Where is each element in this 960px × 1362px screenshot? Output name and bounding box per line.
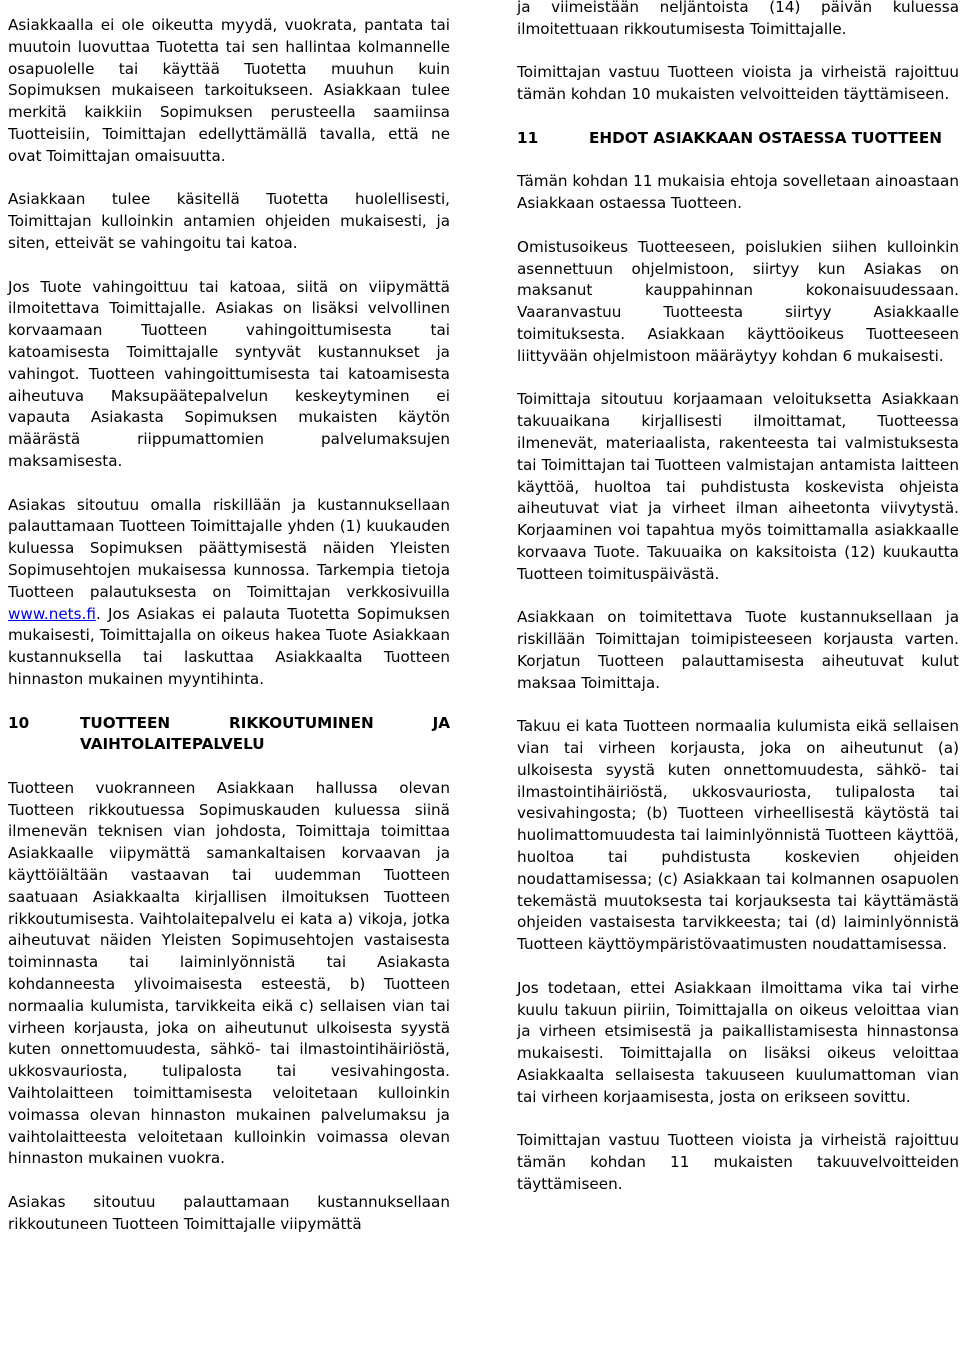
paragraph: Asiakkaan tulee käsitellä Tuotetta huolellisesti, Toimittajan kulloinkin antamien ohjeiden mukaisesti, ja siten, etteivät se vahingoitu tai katoa.: [8, 190, 450, 252]
section-number: 10: [8, 713, 30, 732]
paragraph: Asiakas sitoutuu palauttamaan kustannuksellaan rikkoutuneen Tuotteen Toimittajalle viipymättä: [8, 1193, 450, 1233]
paragraph: Tämän kohdan 11 mukaisia ehtoja sovelletaan ainoastaan Asiakkaan ostaessa Tuotteen.: [517, 172, 959, 213]
paragraph: Toimittaja sitoutuu korjaamaan veloituksetta Asiakkaan takuuaikana kirjallisesti ilmoittamat, Tuotteessa ilmenevät, materiaalista, rakenteesta tai valmistuksesta tai Toimittajan tai Tuotteen valmistajan antamista laitteen käyttöä, huoltoa tai puhdistusta koskevista ohjeista aiheutuvat viat ja virheet ilman aiheetonta viivytystä. Korjaaminen voi tapahtua myös toimittamalla asiakkaalle korvaava Tuote. Takuuaika on kaksitoista (12) kuukautta Tuotteen toimituspäivästä.: [517, 390, 959, 583]
paragraph: Tuotteen vuokranneen Asiakkaan hallussa olevan Tuotteen rikkoutuessa Sopimuskauden kuluessa siinä ilmenevän teknisen vian johdosta, Toimittaja toimittaa Asiakkaalle viipymättä samankaltaisen korvaavan ja käyttöiältään vastaavan tai uudemman Tuotteen saatuaan Asiakkaalta kirjallisen ilmoituksen Tuotteen rikkoutumisesta. Vaihtolaitepalvelu ei kata a) vikoja, jotka aiheutuvat näiden Yleisten Sopimusehtojen vastaisesta toiminnasta tai laiminlyönnistä tai Asiakasta kohdanneesta ylivoimaisesta esteestä, b) Tuotteen normaalia kulumista, tarvikkeita eikä c) sellaisen vian tai virheen korjausta, joka on aiheutunut ulkoisesta syystä kuten onnettomuudesta, sähkö- tai ilmastointihäiriöstä, ukkosvauriosta, tulipalosta tai vesivahingosta. Vaihtolaitteen toimittamisesta veloitetaan kulloinkin voimassa olevan hinnaston mukainen palvelumaksu ja vaihtolaitteesta veloitetaan kulloinkin voimassa olevan hinnaston mukainen vuokra.: [8, 778, 450, 1168]
paragraph: [8, 495, 450, 691]
paragraph: Asiakkaalla ei ole oikeutta myydä, vuokrata, pantata tai muutoin luovuttaa Tuotetta tai sen hallintaa kolmannelle osapuolelle tai käyttää Tuotetta muuhun kuin Sopimuksen mukaiseen tarkoitukseen. Asiakkaan tulee merkitä kaikkiin Sopimuksen perusteella saamiinsa Tuotteisiin, Toimittajan edellyttämällä tavalla, että ne ovat Toimittajan omaisuutta.: [8, 16, 450, 165]
paragraph: ja viimeistään neljäntoista (14) päivän kuluessa ilmoitettuaan rikkoutumisesta Toimittajalle.: [517, 0, 959, 38]
paragraph-text: . Jos Asiakas ei palauta Tuotetta Sopimuksen mukaisesti, Toimittajalla on oikeus hakea Tuote Asiakkaan kustannuksella tai laskuttaa Asiakkaalta Tuotteen hinnaston mukainen myyntihinta.: [8, 604, 450, 688]
section-number: 11: [517, 128, 539, 147]
nets-website-link[interactable]: www.nets.fi: [8, 604, 96, 623]
paragraph: Toimittajan vastuu Tuotteen vioista ja virheistä rajoittuu tämän kohdan 11 mukaisten takuuvelvoitteiden täyttämiseen.: [517, 1131, 959, 1194]
section-title: TUOTTEEN RIKKOUTUMINEN JA VAIHTOLAITEPALVELU: [80, 713, 450, 754]
section-title: EHDOT ASIAKKAAN OSTAESSA TUOTTEEN: [589, 128, 942, 147]
paragraph: Asiakkaan on toimitettava Tuote kustannuksellaan ja riskillään Toimittajan toimipisteeseen korjausta varten. Korjatun Tuotteen palauttamisesta aiheutuvat kulut maksaa Toimittaja.: [517, 608, 959, 692]
right-column: [517, 0, 959, 1218]
paragraph: Takuu ei kata Tuotteen normaalia kulumista eikä sellaisen vian tai virheen korjausta, joka on aiheutunut (a) ulkoisesta syystä kuten onnettomuudesta, sähkö- tai ilmastointihäiriöstä, ukkosvauriosta, tulipalosta tai vesivahingosta; (b) Tuotteen virheellisestä käytöstä tai huolimattomuudesta tai laiminlyönnistä Tuotteen käyttöä, huoltoa tai puhdistusta koskevien ohjeiden noudattamisessa; (c) Asiakkaan tai kolmannen osapuolen tekemästä muutoksesta tai korjauksesta tai käyttämästä ohjeiden vastaisesta tarvikkeesta; tai (d) laiminlyönnistä Tuotteen käyttöympäristövaatimusten noudattamisessa.: [517, 717, 959, 954]
paragraph: Jos todetaan, ettei Asiakkaan ilmoittama vika tai virhe kuulu takuun piiriin, Toimittajalla on oikeus veloittaa vian ja virheen etsimisestä ja paikallistamisesta hinnastonsa mukaisesti. Toimittajalla on lisäksi oikeus veloittaa Asiakkaalta sellaisesta takuuseen kuulumattoman vian tai virheen korjaamisesta, josta on erikseen sovittu.: [517, 978, 959, 1106]
section-heading-11: [517, 128, 959, 150]
section-heading-10: [8, 713, 450, 757]
paragraph: Jos Tuote vahingoittuu tai katoaa, siitä on viipymättä ilmoitettava Toimittajalle. Asiakas on lisäksi velvollinen korvaamaan Tuotteen vahingoittumisesta tai katoamisesta Toimittajalle syntyvät kustannukset ja vahingot. Tuotteen vahingoittumisesta tai katoamisesta aiheutuva Maksupäätepalvelun keskeytyminen ei vapauta Asiakasta Sopimuksen mukaisten käytön määrästä riippumattomien palvelumaksujen maksamisesta.: [8, 277, 450, 470]
paragraph: Toimittajan vastuu Tuotteen vioista ja virheistä rajoittuu tämän kohdan 10 mukaisten velvoitteiden täyttämiseen.: [517, 63, 959, 104]
paragraph-text: Asiakas sitoutuu omalla riskillään ja kustannuksellaan palauttamaan Tuotteen Toimittajalle yhden (1) kuukauden kuluessa Sopimuksen päättymisestä näiden Yleisten Sopimusehtojen mukaisessa kunnossa. Tarkempia tietoja Tuotteen palautuksesta on Toimittajan verkkosivuilla: [8, 495, 450, 601]
left-column: [8, 15, 450, 1257]
paragraph: Omistusoikeus Tuotteeseen, poislukien siihen kulloinkin asennettuun ohjelmistoon, siirtyy kun Asiakas on maksanut kauppahinnan kokonaisuudessaan. Vaaranvastuu Tuotteesta siirtyy Asiakkaalle toimituksesta. Asiakkaan käyttöoikeus Tuotteeseen liittyvään ohjelmistoon määräytyy kohdan 6 mukaisesti.: [517, 237, 959, 365]
